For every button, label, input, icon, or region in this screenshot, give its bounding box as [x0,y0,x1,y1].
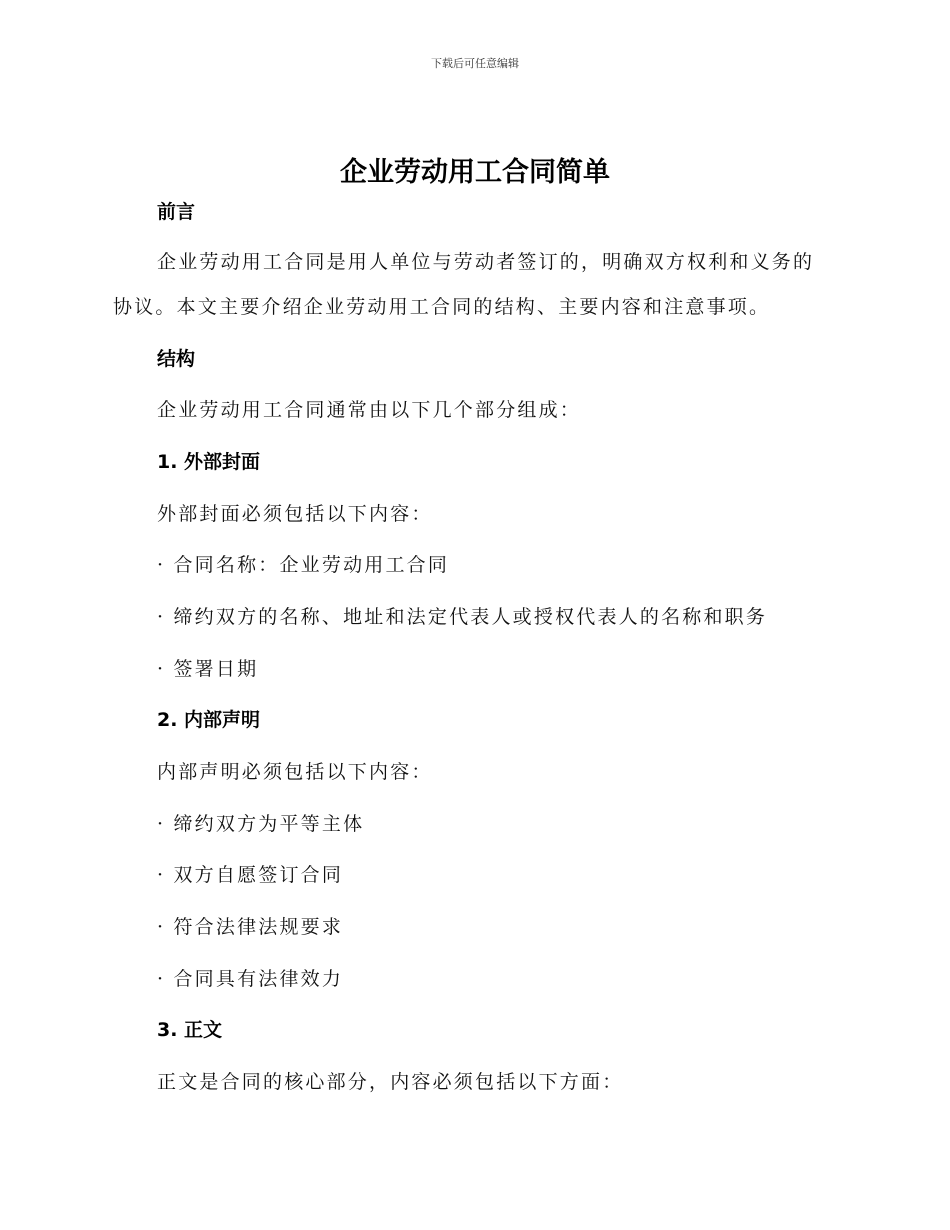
list-item: · 合同具有法律效力 [157,968,344,990]
structure-intro: 企业劳动用工合同通常由以下几个部分组成： [157,399,582,421]
list-item: · 双方自愿签订合同 [157,864,344,886]
section3-heading: 3. 正文 [157,1019,223,1041]
section1-heading: 1. 外部封面 [157,451,261,473]
section1-intro: 外部封面必须包括以下内容： [157,503,433,525]
structure-heading: 结构 [157,348,196,370]
section2-intro: 内部声明必须包括以下内容： [157,761,433,783]
list-item: · 合同名称：企业劳动用工合同 [157,554,450,576]
preface-heading: 前言 [157,201,196,223]
preface-paragraph: 企业劳动用工合同是用人单位与劳动者签订的，明确双方权利和义务的协议。本文主要介绍企业劳动用工合同的结构、主要内容和注意事项。 [113,251,815,318]
page-header-note: 下载后可任意编辑 [431,57,519,70]
section2-heading: 2. 内部声明 [157,709,261,731]
list-item: · 缔约双方为平等主体 [157,813,365,835]
list-item: · 符合法律法规要求 [157,916,344,938]
section3-intro: 正文是合同的核心部分，内容必须包括以下方面： [157,1071,624,1093]
document-title: 企业劳动用工合同简单 [340,157,610,188]
list-item: · 签署日期 [157,658,259,680]
list-item: · 缔约双方的名称、地址和法定代表人或授权代表人的名称和职务 [157,606,768,628]
